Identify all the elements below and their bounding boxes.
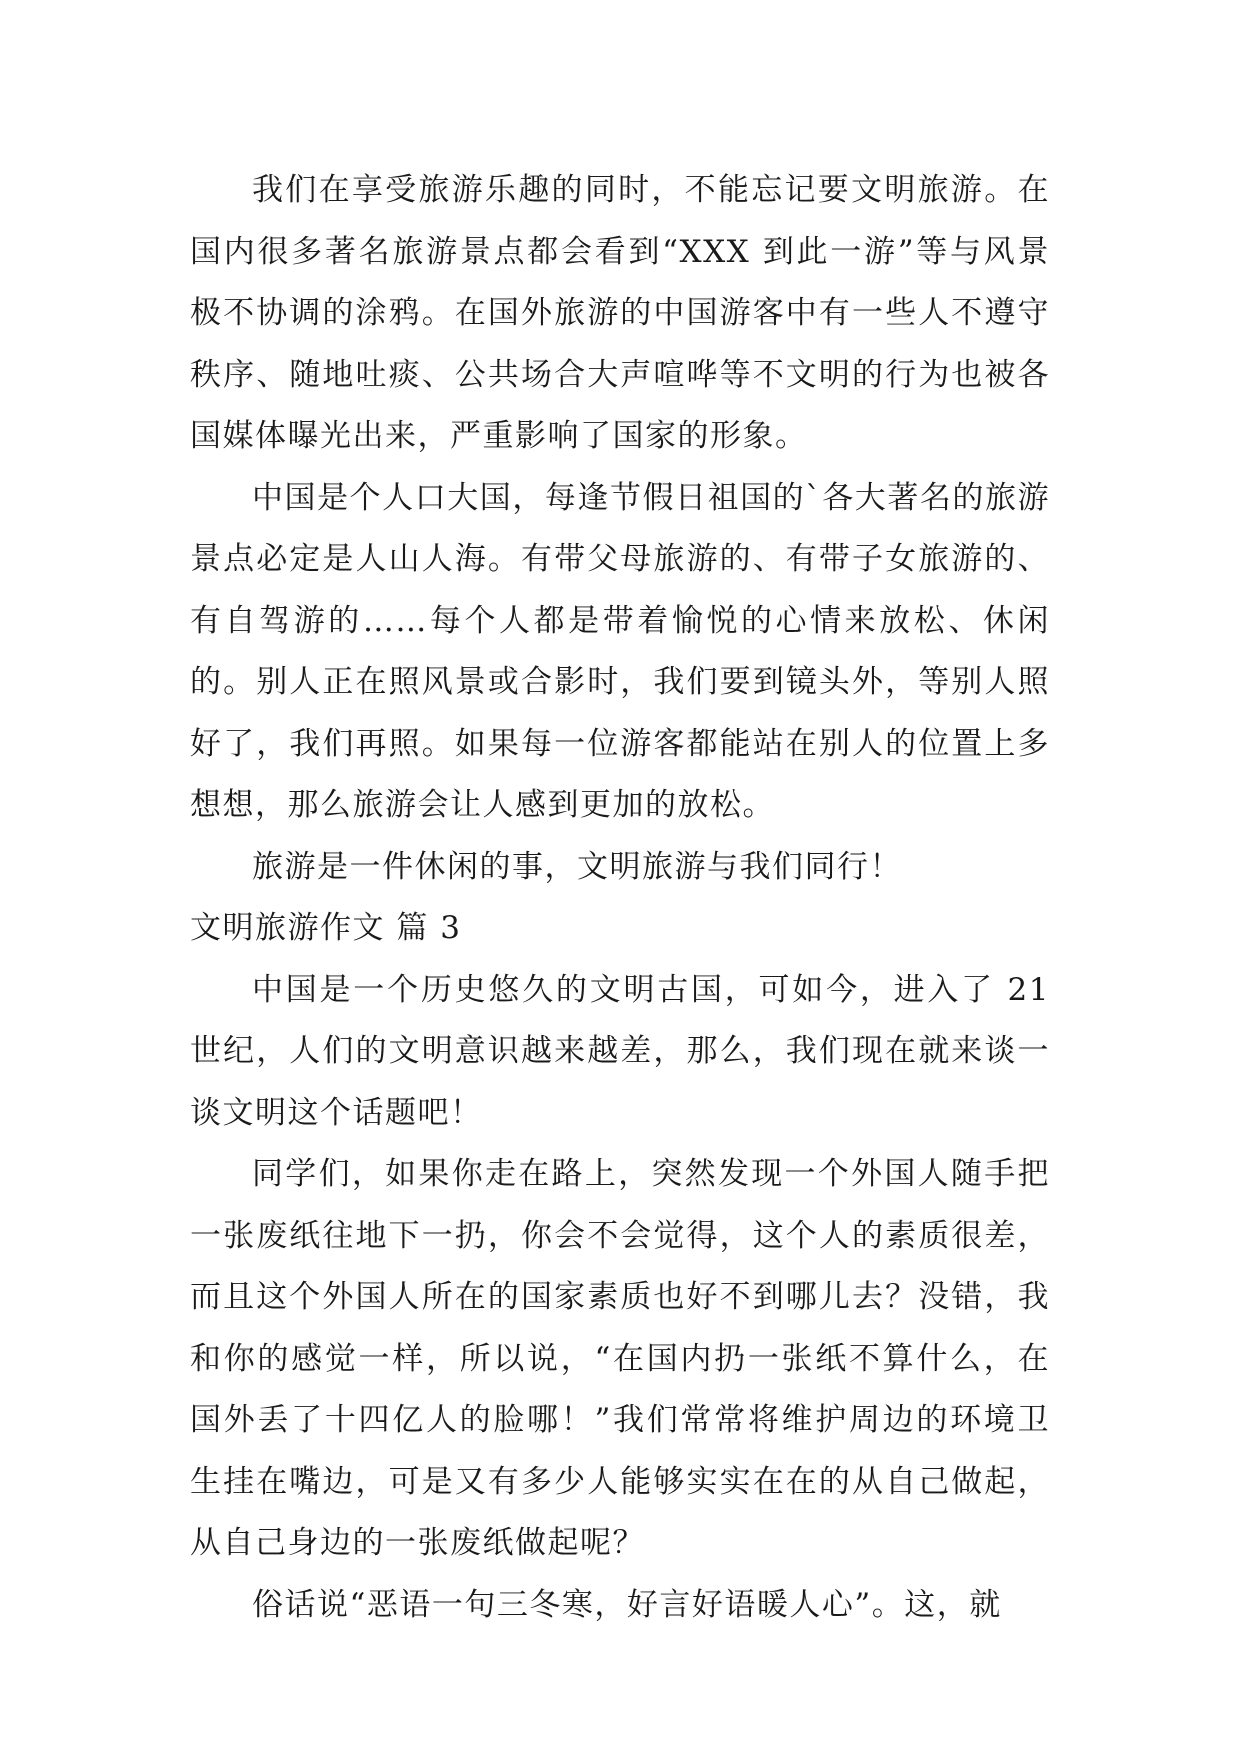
paragraph-proverb: 俗话说“恶语一句三冬寒，好言好语暖人心”。这，就 xyxy=(252,1586,1002,1623)
paragraph-ancient-civilization: 中国是一个历史悠久的文明古国，可如今，进入了 21 世纪，人们的文明意识越来越差，那么，我们现在就来谈一谈文明这个话题吧！ xyxy=(190,971,1050,1131)
document-body xyxy=(190,160,1050,1636)
section-title: 文明旅游作文 篇 3 xyxy=(190,910,462,946)
paragraph-civilized-travel: 我们在享受旅游乐趣的同时，不能忘记要文明旅游。在国内很多著名旅游景点都会看到“XXX 到此一游”等与风景极不协调的涂鸦。在国外旅游的中国游客中有一些人不遵守秩序、随地吐痰、公共场合大声喧哗等不文明的行为也被各国媒体曝光出来，严重影响了国家的形象。 xyxy=(190,172,1050,454)
paragraph-travel-together: 旅游是一件休闲的事，文明旅游与我们同行！ xyxy=(252,848,902,885)
paragraph-waste-paper: 同学们，如果你走在路上，突然发现一个外国人随手把一张废纸往地下一扔，你会不会觉得，这个人的素质很差，而且这个外国人所在的国家素质也好不到哪儿去？没错，我和你的感觉一样，所以说，“在国内扔一张纸不算什么，在国外丢了十四亿人的脸哪！”我们常常将维护周边的环境卫生挂在嘴边，可是又有多少人能够实实在在的从自己做起，从自己身边的一张废纸做起呢？ xyxy=(190,1156,1050,1561)
paragraph-populous-country: 中国是个人口大国，每逢节假日祖国的`各大著名的旅游景点必定是人山人海。有带父母旅游的、有带子女旅游的、有自驾游的……每个人都是带着愉悦的心情来放松、休闲的。别人正在照风景或合影时，我们要到镜头外，等别人照好了，我们再照。如果每一位游客都能站在别人的位置上多想想，那么旅游会让人感到更加的放松。 xyxy=(190,479,1050,823)
